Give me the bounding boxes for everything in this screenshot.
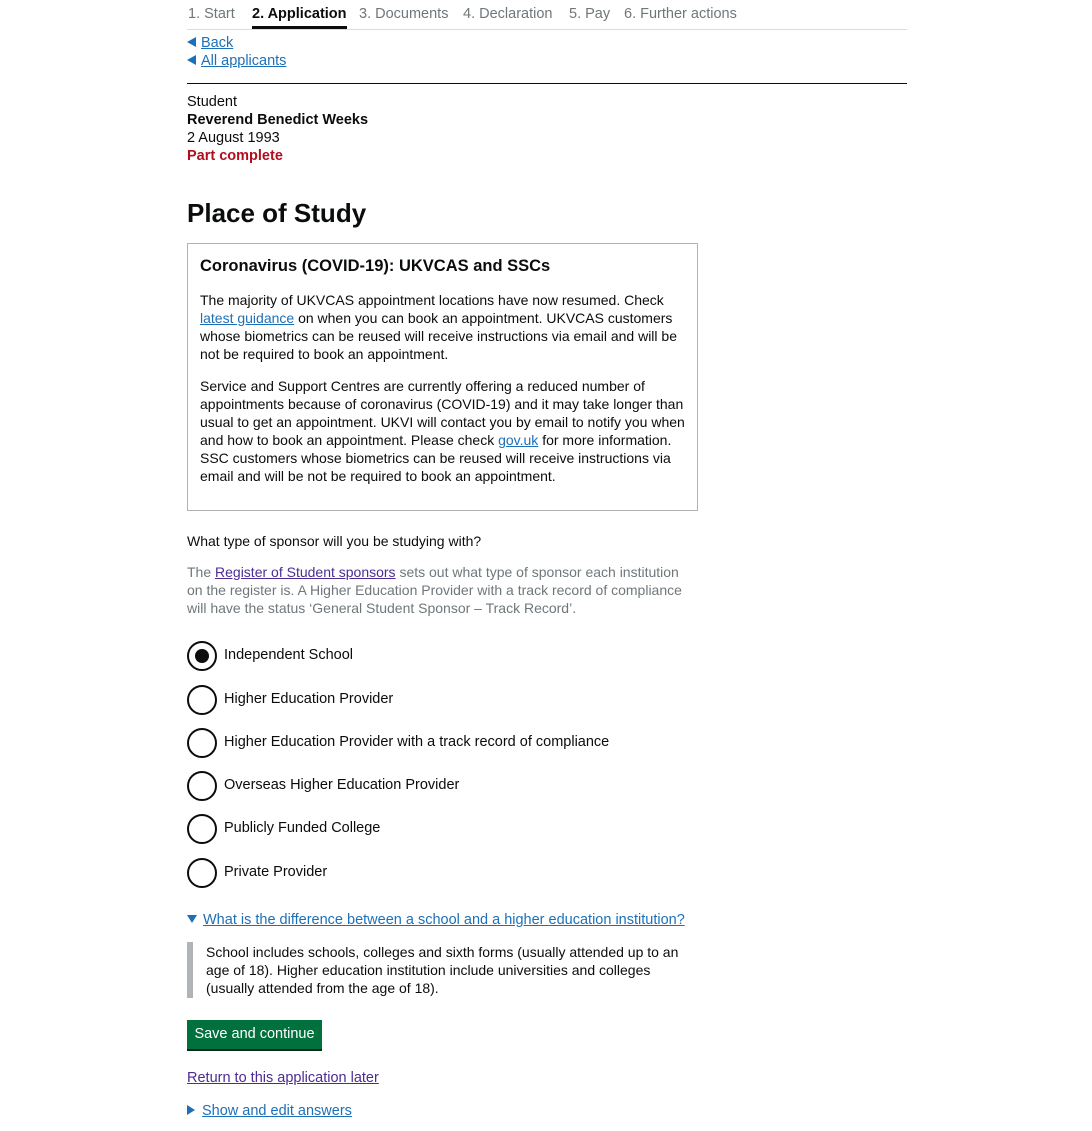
details-summary-label: What is the difference between a school and a higher education institution?: [203, 912, 685, 928]
radio-hep-track-record[interactable]: [187, 728, 707, 758]
notice-paragraph-2: [200, 377, 685, 485]
register-of-student-sponsors-link[interactable]: Register of Student sponsors: [215, 564, 396, 580]
notice-p2-text-end: for more information. SSC customers whose biometrics can be reused will receive instructions via email and will be not be required to book an appointment.: [200, 432, 672, 484]
radio-label[interactable]: Higher Education Provider: [224, 691, 394, 707]
return-later-link[interactable]: Return to this application later: [187, 1070, 379, 1086]
notice-paragraph-1: [200, 291, 685, 363]
radio-button[interactable]: [187, 771, 217, 801]
radio-button[interactable]: [187, 814, 217, 844]
details-content: School includes schools, colleges and sixth forms (usually attended up to an age of 18). Higher education institution include universities and colleges (usually attended from the age of 18).: [187, 942, 697, 998]
radio-button[interactable]: [187, 728, 217, 758]
radio-button[interactable]: [187, 685, 217, 715]
radio-overseas-hep[interactable]: [187, 771, 707, 801]
triangle-down-icon: [187, 915, 197, 923]
sponsor-hint: [187, 563, 697, 617]
show-edit-answers-label: Show and edit answers: [202, 1103, 352, 1119]
step-declaration: 4. Declaration: [463, 6, 553, 22]
save-and-continue-button[interactable]: Save and continue: [187, 1020, 322, 1049]
radio-label[interactable]: Publicly Funded College: [224, 820, 381, 836]
radio-button[interactable]: [187, 641, 217, 671]
hint-text-end: sets out what type of sponsor each institution on the register is. A Higher Education Provider with a track record of compliance will have the status ‘General Student Sponsor – Track Record’.: [187, 564, 682, 616]
progress-steps: [187, 0, 907, 30]
notice-p1-text-end: on when you can book an appointment. UKVCAS customers whose biometrics can be reused will receive instructions via email and will be not be required to book an appointment.: [200, 310, 677, 362]
radio-private-provider[interactable]: [187, 858, 707, 888]
applicant-summary: [187, 93, 368, 165]
step-application: 2. Application: [252, 6, 347, 22]
radio-independent-school[interactable]: [187, 641, 707, 671]
gov-uk-link[interactable]: gov.uk: [498, 432, 539, 448]
all-applicants-label: All applicants: [201, 53, 287, 69]
all-applicants-link[interactable]: [187, 53, 286, 69]
radio-selected-dot: [195, 649, 209, 663]
step-documents: 3. Documents: [359, 6, 449, 22]
sponsor-question: What type of sponsor will you be studying with?: [187, 533, 482, 549]
back-link-label: Back: [201, 35, 234, 51]
step-pay: 5. Pay: [569, 6, 611, 22]
step-further-actions: 6. Further actions: [624, 6, 737, 22]
radio-button[interactable]: [187, 858, 217, 888]
covid-notice-panel: [187, 243, 698, 511]
radio-publicly-funded-college[interactable]: [187, 814, 707, 844]
section-divider: [187, 83, 907, 84]
applicant-dob: 2 August 1993: [187, 130, 280, 146]
triangle-right-icon: [187, 1105, 195, 1115]
details-summary-toggle[interactable]: [187, 912, 685, 928]
step-start: 1. Start: [188, 6, 235, 22]
application-status: Part complete: [187, 148, 283, 164]
radio-label[interactable]: Independent School: [224, 647, 353, 663]
back-link[interactable]: [187, 35, 233, 51]
hint-text: The: [187, 564, 216, 580]
show-edit-answers-toggle[interactable]: [187, 1103, 352, 1119]
applicant-name: Reverend Benedict Weeks: [187, 112, 369, 128]
radio-label[interactable]: Private Provider: [224, 864, 328, 880]
latest-guidance-link[interactable]: latest guidance: [200, 310, 295, 326]
page-title: Place of Study: [187, 198, 367, 228]
radio-label[interactable]: Higher Education Provider with a track record of compliance: [224, 734, 610, 750]
applicant-role: Student: [187, 94, 237, 110]
back-arrow-icon: [187, 55, 196, 65]
notice-p1-text: The majority of UKVCAS appointment locations have now resumed. Check: [200, 292, 664, 308]
radio-label[interactable]: Overseas Higher Education Provider: [224, 777, 460, 793]
notice-p2-text: Service and Support Centres are currently offering a reduced number of appointments because of coronavirus (COVID-19) and it may take longer than usual to get an appointment. UKVI will contact you by email to notify you when and how to book an appointment. Please check: [200, 378, 685, 448]
notice-title: Coronavirus (COVID-19): UKVCAS and SSCs: [200, 257, 551, 275]
radio-higher-education-provider[interactable]: [187, 685, 707, 715]
back-arrow-icon: [187, 37, 196, 47]
